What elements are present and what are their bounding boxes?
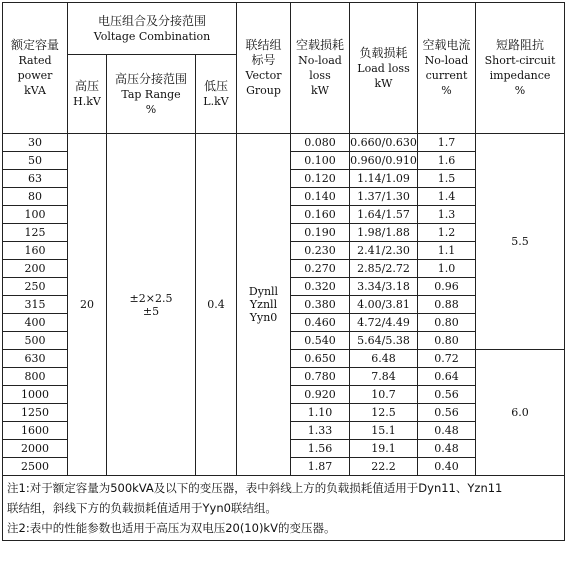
- cell-no-load-loss: 0.100: [291, 152, 350, 170]
- note-2: 注2:表中的性能参数也适用于高压为双电压20(10)kV的变压器。: [7, 521, 336, 535]
- cell-rated-power: 30: [3, 134, 68, 152]
- cell-rated-power: 160: [3, 242, 68, 260]
- cell-vector-group: Dynll Yznll Yyn0: [237, 134, 291, 476]
- cell-rated-power: 1250: [3, 404, 68, 422]
- cell-rated-power: 1000: [3, 386, 68, 404]
- cell-no-load-current: 1.1: [418, 242, 476, 260]
- header-row-1: [3, 3, 565, 55]
- header-rated-power: 额定容量 Rated power kVA: [3, 3, 68, 134]
- cell-rated-power: 630: [3, 350, 68, 368]
- cell-no-load-current: 0.80: [418, 314, 476, 332]
- cell-load-loss: 12.5: [350, 404, 418, 422]
- cell-no-load-loss: 0.160: [291, 206, 350, 224]
- header-voltage-combination: 电压组合及分接范围 Voltage Combination: [68, 3, 237, 55]
- cell-no-load-current: 0.48: [418, 422, 476, 440]
- cell-no-load-loss: 0.540: [291, 332, 350, 350]
- cell-rated-power: 315: [3, 296, 68, 314]
- note-1-line-1: 注1:对于额定容量为500kVA及以下的变压器，表中斜线上方的负载损耗值适用于Dyn11、Yzn11: [7, 481, 503, 495]
- cell-load-loss: 4.00/3.81: [350, 296, 418, 314]
- cell-load-loss: 1.37/1.30: [350, 188, 418, 206]
- cell-load-loss: 1.98/1.88: [350, 224, 418, 242]
- cell-load-loss: 6.48: [350, 350, 418, 368]
- cell-no-load-current: 1.3: [418, 206, 476, 224]
- cell-no-load-current: 0.48: [418, 440, 476, 458]
- cell-no-load-loss: 0.460: [291, 314, 350, 332]
- cell-no-load-current: 1.0: [418, 260, 476, 278]
- cell-no-load-current: 1.6: [418, 152, 476, 170]
- header-hv: 高压 H.kV: [68, 55, 107, 134]
- cell-no-load-loss: 0.780: [291, 368, 350, 386]
- cell-no-load-loss: 0.920: [291, 386, 350, 404]
- cell-rated-power: 100: [3, 206, 68, 224]
- cell-load-loss: 7.84: [350, 368, 418, 386]
- cell-no-load-loss: 0.320: [291, 278, 350, 296]
- cell-load-loss: 1.64/1.57: [350, 206, 418, 224]
- cell-no-load-current: 0.96: [418, 278, 476, 296]
- cell-no-load-loss: 0.120: [291, 170, 350, 188]
- header-no-load-loss: 空载损耗 No-load loss kW: [291, 3, 350, 134]
- note-1-line-2: 联结组，斜线下方的负载损耗值适用于Yyn0联结组。: [7, 501, 277, 515]
- header-tap-range: 高压分接范围 Tap Range %: [107, 55, 196, 134]
- header-load-loss: 负载损耗 Load loss kW: [350, 3, 418, 134]
- cell-no-load-current: 0.88: [418, 296, 476, 314]
- cell-load-loss: 19.1: [350, 440, 418, 458]
- cell-no-load-loss: 0.190: [291, 224, 350, 242]
- cell-rated-power: 800: [3, 368, 68, 386]
- cell-no-load-current: 0.72: [418, 350, 476, 368]
- cell-rated-power: 2000: [3, 440, 68, 458]
- cell-no-load-loss: 0.140: [291, 188, 350, 206]
- cell-no-load-current: 0.56: [418, 404, 476, 422]
- header-lv: 低压 L.kV: [196, 55, 237, 134]
- cell-load-loss: 0.660/0.630: [350, 134, 418, 152]
- cell-rated-power: 250: [3, 278, 68, 296]
- cell-load-loss: 22.2: [350, 458, 418, 476]
- cell-tap-range: ±2×2.5 ±5: [107, 134, 196, 476]
- header-no-load-current: 空载电流 No-load current %: [418, 3, 476, 134]
- cell-rated-power: 63: [3, 170, 68, 188]
- cell-rated-power: 125: [3, 224, 68, 242]
- header-vector-group: 联结组 标号 Vector Group: [237, 3, 291, 134]
- cell-no-load-loss: 1.56: [291, 440, 350, 458]
- cell-no-load-current: 0.80: [418, 332, 476, 350]
- transformer-spec-table: [2, 2, 565, 541]
- cell-rated-power: 500: [3, 332, 68, 350]
- cell-no-load-current: 1.2: [418, 224, 476, 242]
- cell-rated-power: 50: [3, 152, 68, 170]
- cell-no-load-loss: 1.87: [291, 458, 350, 476]
- cell-impedance-group-1: 5.5: [476, 134, 565, 350]
- cell-load-loss: 0.960/0.910: [350, 152, 418, 170]
- cell-hv-value: 20: [68, 134, 107, 476]
- cell-no-load-loss: 0.080: [291, 134, 350, 152]
- cell-no-load-current: 1.5: [418, 170, 476, 188]
- cell-load-loss: 2.41/2.30: [350, 242, 418, 260]
- header-impedance: 短路阻抗 Short-circuit impedance %: [476, 3, 565, 134]
- cell-no-load-loss: 0.650: [291, 350, 350, 368]
- cell-load-loss: 2.85/2.72: [350, 260, 418, 278]
- cell-no-load-current: 0.64: [418, 368, 476, 386]
- cell-lv-value: 0.4: [196, 134, 237, 476]
- cell-no-load-current: 0.40: [418, 458, 476, 476]
- cell-no-load-loss: 0.230: [291, 242, 350, 260]
- cell-rated-power: 1600: [3, 422, 68, 440]
- transformer-spec-sheet: [2, 2, 564, 541]
- cell-no-load-loss: 1.33: [291, 422, 350, 440]
- cell-no-load-current: 1.7: [418, 134, 476, 152]
- table-notes: [3, 476, 565, 541]
- cell-no-load-current: 1.4: [418, 188, 476, 206]
- cell-rated-power: 200: [3, 260, 68, 278]
- cell-rated-power: 2500: [3, 458, 68, 476]
- cell-load-loss: 4.72/4.49: [350, 314, 418, 332]
- cell-no-load-loss: 0.380: [291, 296, 350, 314]
- cell-load-loss: 15.1: [350, 422, 418, 440]
- cell-rated-power: 80: [3, 188, 68, 206]
- cell-impedance-group-2: 6.0: [476, 350, 565, 476]
- table-row: [3, 134, 565, 152]
- cell-no-load-loss: 1.10: [291, 404, 350, 422]
- cell-load-loss: 5.64/5.38: [350, 332, 418, 350]
- cell-rated-power: 400: [3, 314, 68, 332]
- cell-load-loss: 1.14/1.09: [350, 170, 418, 188]
- notes-row: [3, 476, 565, 541]
- cell-no-load-loss: 0.270: [291, 260, 350, 278]
- cell-no-load-current: 0.56: [418, 386, 476, 404]
- cell-load-loss: 3.34/3.18: [350, 278, 418, 296]
- cell-load-loss: 10.7: [350, 386, 418, 404]
